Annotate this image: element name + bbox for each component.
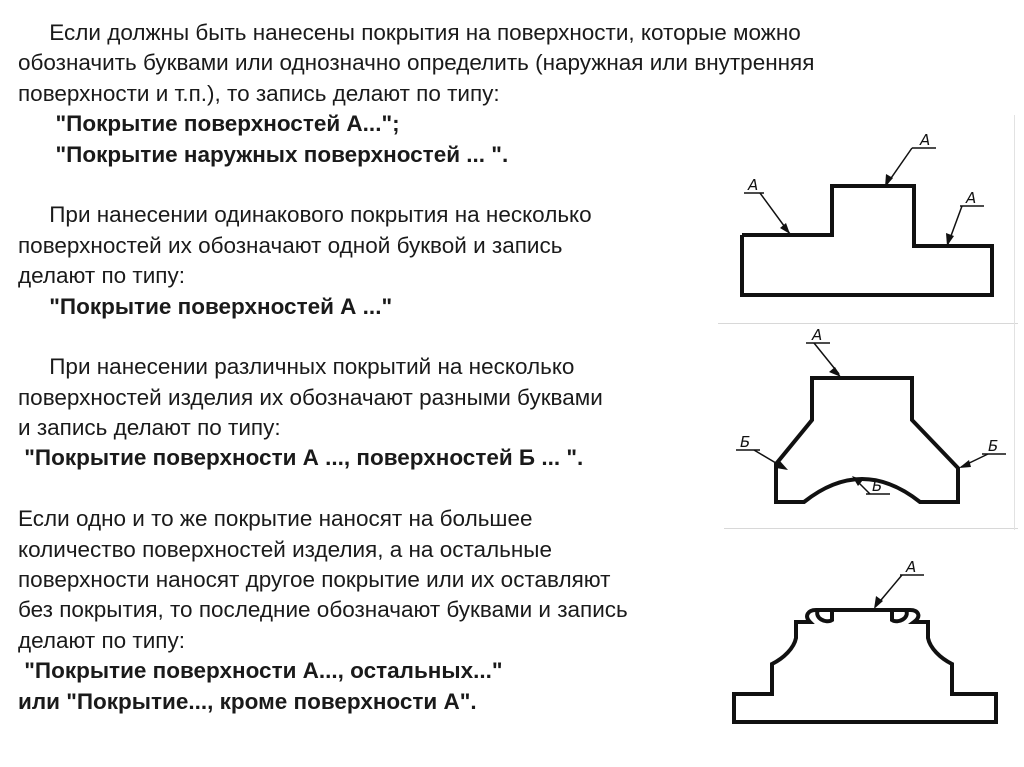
figure-2-label-b-bottom: Б bbox=[872, 477, 883, 495]
figure-1-label-top: А bbox=[920, 131, 931, 149]
figure-1-label-right: А bbox=[966, 189, 977, 207]
p1-example-2: "Покрытие наружных поверхностей ... ". bbox=[18, 141, 509, 167]
p2-line-3: делают по типу: bbox=[18, 263, 185, 289]
p1-line-1: Если должны быть нанесены покрытия на поверхности, которые можно bbox=[18, 20, 801, 45]
leader-2-b-right bbox=[959, 454, 1006, 468]
figure-3 bbox=[722, 540, 1014, 755]
leader-3-a bbox=[874, 575, 924, 609]
figure-3-outline bbox=[734, 610, 996, 722]
figure-1-label-left: А bbox=[748, 176, 759, 194]
figure-2-label-b-right: Б bbox=[988, 437, 999, 455]
p1-example-1: "Покрытие поверхностей А..."; bbox=[18, 111, 400, 137]
p3-line-2: поверхностей изделия их обозначают разными буквами bbox=[18, 384, 603, 410]
figure-1 bbox=[722, 118, 1012, 323]
p4-example-1: "Покрытие поверхности А..., остальных..." bbox=[18, 658, 503, 684]
p3-example-1: "Покрытие поверхности А ..., поверхностей Б ... ". bbox=[18, 445, 584, 471]
p4-example-2: или "Покрытие..., кроме поверхности А". bbox=[18, 688, 477, 714]
figure-1-outline bbox=[742, 186, 992, 295]
leader-1-right bbox=[946, 206, 984, 246]
figure-2 bbox=[724, 326, 1014, 528]
text-column bbox=[18, 18, 815, 717]
p4-line-4: без покрытия, то последние обозначают буквами и запись bbox=[18, 597, 628, 623]
p3-line-1: При нанесении различных покрытий на несколько bbox=[18, 354, 575, 380]
figure-2-label-a: А bbox=[812, 326, 823, 344]
p3-line-3: и запись делают по типу: bbox=[18, 415, 281, 441]
leader-2-a bbox=[806, 343, 841, 377]
p1-line-3: поверхности и т.п.), то запись делают по типу: bbox=[18, 80, 500, 106]
figure-2-label-b-left: Б bbox=[740, 433, 751, 451]
p2-line-2: поверхностей их обозначают одной буквой и запись bbox=[18, 232, 563, 258]
leader-1-left bbox=[744, 193, 790, 234]
p4-line-3: поверхности наносят другое покрытие или их оставляют bbox=[18, 567, 611, 593]
p4-line-2: количество поверхностей изделия, а на остальные bbox=[18, 536, 552, 562]
p1-line-2: обозначить буквами или однозначно определить (наружная или внутренняя bbox=[18, 50, 815, 76]
p2-example-1: "Покрытие поверхностей А ..." bbox=[18, 293, 393, 319]
p4-line-1: Если одно и то же покрытие наносят на большее bbox=[18, 506, 533, 532]
figure-3-label-a: А bbox=[906, 558, 917, 576]
leader-1-top bbox=[885, 148, 936, 187]
figure-2-outline bbox=[776, 378, 958, 502]
p4-line-5: делают по типу: bbox=[18, 627, 185, 653]
p2-line-1: При нанесении одинакового покрытия на несколько bbox=[18, 202, 592, 228]
